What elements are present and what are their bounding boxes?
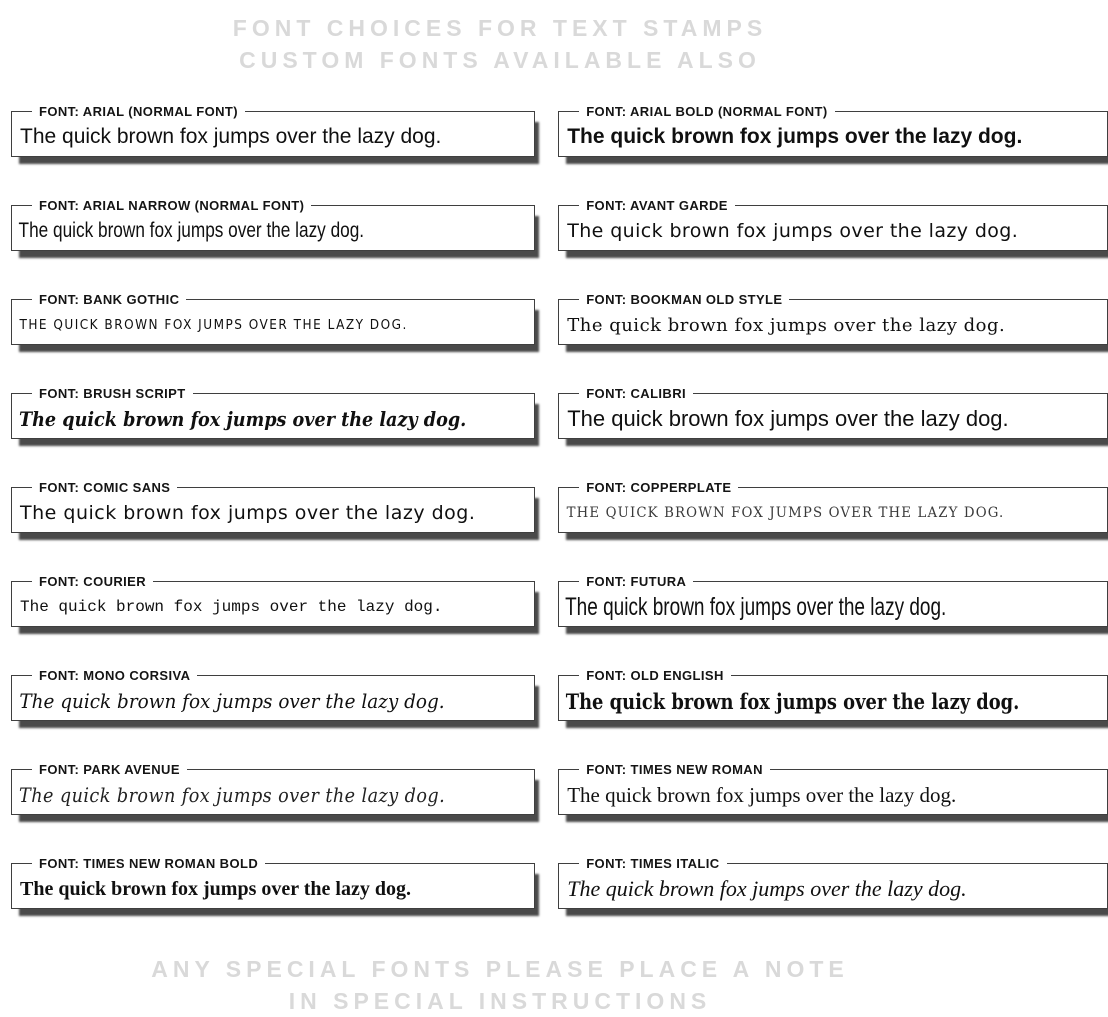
footer-line-2: IN SPECIAL INSTRUCTIONS [288, 988, 712, 1014]
font-stamp-label: FONT: ARIAL BOLD (NORMAL FONT) [579, 104, 834, 119]
font-stamp-park-avenue [11, 761, 535, 815]
font-stamp-label: FONT: CALIBRI [579, 386, 693, 401]
font-stamp-label: FONT: TIMES NEW ROMAN BOLD [32, 856, 265, 871]
font-sample-text: The quick brown fox jumps over the lazy dog. [18, 219, 365, 242]
font-stamp-avant-garde [558, 197, 1108, 251]
font-sample-text: The quick brown fox jumps over the lazy dog. [20, 125, 442, 148]
font-stamp-label: FONT: COURIER [32, 574, 153, 589]
font-sample-text: The quick brown fox jumps over the lazy dog. [565, 592, 947, 621]
font-sample-text: The quick brown fox jumps over the lazy dog. [19, 407, 467, 431]
font-stamp-times-bold [11, 855, 535, 909]
font-stamp-arial-narrow [11, 197, 535, 251]
font-stamp-label: FONT: TIMES ITALIC [579, 856, 726, 871]
font-stamp-label: FONT: COPPERPLATE [579, 480, 738, 495]
font-stamp-times-italic [558, 855, 1108, 909]
font-sample-text: The quick brown fox jumps over the lazy dog. [20, 598, 443, 616]
page-header [11, 12, 989, 76]
font-stamp-label: FONT: BOOKMAN OLD STYLE [579, 292, 789, 307]
font-stamp-label: FONT: TIMES NEW ROMAN [579, 762, 770, 777]
font-stamp-times-new-roman [558, 761, 1108, 815]
font-stamp-futura [558, 573, 1108, 627]
font-sample-text: The quick brown fox jumps over the lazy dog. [20, 502, 476, 524]
font-sample-text: The quick brown fox jumps over the lazy dog. [20, 877, 411, 900]
font-sample-text: The quick brown fox jumps over the lazy dog. [19, 783, 446, 807]
font-stamp-arial-bold [558, 103, 1108, 157]
font-stamp-label: FONT: MONO CORSIVA [32, 668, 197, 683]
font-stamp-label: FONT: BRUSH SCRIPT [32, 386, 193, 401]
font-stamp-courier [11, 573, 535, 627]
font-stamp-label: FONT: AVANT GARDE [579, 198, 735, 213]
font-stamp-label: FONT: ARIAL (NORMAL FONT) [32, 104, 245, 119]
font-stamp-brush-script [11, 385, 535, 439]
header-line-1: FONT CHOICES FOR TEXT STAMPS [232, 15, 768, 41]
font-stamp-label: FONT: FUTURA [579, 574, 693, 589]
font-stamp-label: FONT: BANK GOTHIC [32, 292, 186, 307]
font-sample-text: The quick brown fox jumps over the lazy dog. [567, 314, 1006, 336]
font-stamp-calibri [558, 385, 1108, 439]
font-sample-text: The quick brown fox jumps over the lazy dog. [567, 220, 1019, 242]
font-stamp-label: FONT: COMIC SANS [32, 480, 177, 495]
font-stamp-mono-corsiva [11, 667, 535, 721]
font-sample-text: The quick brown fox jumps over the lazy dog. [567, 782, 957, 807]
font-sample-text: The quick brown fox jumps over the lazy dog. [567, 125, 1023, 148]
font-sample-text: THE QUICK BROWN FOX JUMPS OVER THE LAZY DOG. [19, 317, 408, 333]
header-line-2: CUSTOM FONTS AVAILABLE ALSO [239, 47, 761, 73]
footer-line-1: ANY SPECIAL FONTS PLEASE PLACE A NOTE [151, 956, 849, 982]
font-sample-text: The quick brown fox jumps over the lazy dog. [567, 406, 1009, 431]
font-stamp-label: FONT: OLD ENGLISH [579, 668, 731, 683]
font-stamp-copperplate [558, 479, 1108, 533]
font-stamp-label: FONT: ARIAL NARROW (NORMAL FONT) [32, 198, 311, 213]
font-sample-text: The quick brown fox jumps over the lazy dog. [567, 876, 967, 901]
font-stamp-arial [11, 103, 535, 157]
font-samples-grid [11, 103, 1023, 909]
font-sample-text: The quick brown fox jumps over the lazy dog. [19, 689, 445, 713]
font-stamp-comic-sans [11, 479, 535, 533]
font-stamp-label: FONT: PARK AVENUE [32, 762, 187, 777]
font-stamp-bank-gothic [11, 291, 535, 345]
font-sample-text: The quick brown fox jumps over the lazy dog. [566, 688, 1020, 714]
font-stamp-old-english [558, 667, 1108, 721]
font-sample-text: THE QUICK BROWN FOX JUMPS OVER THE LAZY DOG. [566, 505, 1005, 521]
page-footer [11, 953, 989, 1017]
font-stamp-bookman [558, 291, 1108, 345]
